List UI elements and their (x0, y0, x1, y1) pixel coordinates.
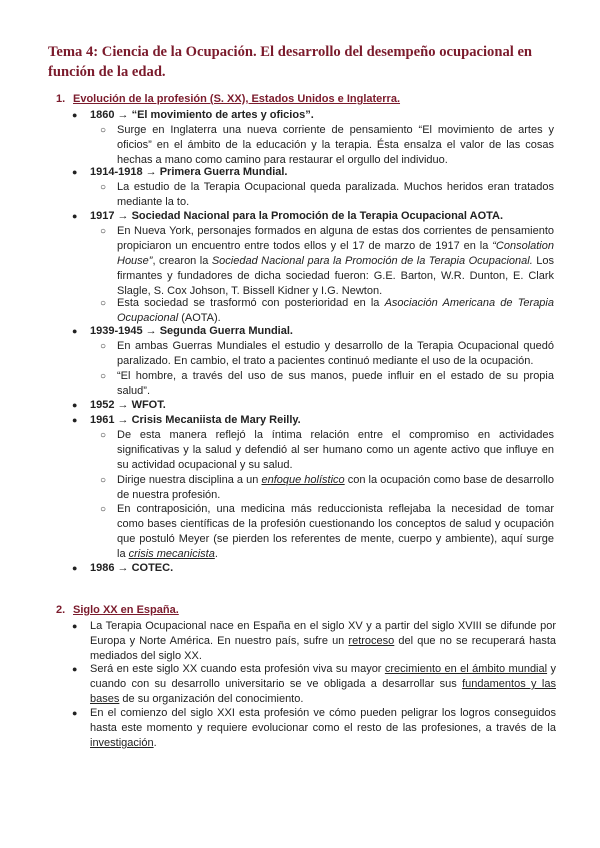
circle-bullet-icon: ○ (100, 182, 107, 193)
text-run: con la ocupación como base de desarrollo de nuestra profesión. (117, 474, 554, 501)
item-label: 1860 → “El movimiento de artes y oficios”. (90, 109, 314, 121)
text-run: . (214, 548, 218, 560)
circle-bullet-icon: ○ (100, 430, 107, 441)
text-run: Dirige nuestra disciplina a un (117, 474, 262, 486)
section-2-heading (56, 603, 179, 618)
sub-item-text: La estudio de la Terapia Ocupacional queda paralizada. Muchos heridos eran tratados mediante la to. (117, 181, 554, 208)
bullet-icon: ● (72, 400, 78, 410)
section-1-number: 1. (56, 93, 66, 105)
text-run: La Terapia Ocupacional nace en España en el siglo XV y a partir del siglo XVIII se difunde por Europa y Norte América. En nuestro país, sufre un (90, 620, 556, 647)
item-label: 1986 → COTEC. (90, 562, 174, 574)
sub-item (100, 123, 552, 168)
text-run: En el comienzo del siglo XXI esta profesión ve cómo pueden peligrar los logros conseguidos hasta este momento y requiere evolucionar como el resto de las profesiones, a través de la (90, 707, 556, 734)
list-item-1939 (72, 324, 552, 339)
circle-bullet-icon: ○ (100, 125, 107, 136)
text-run: Los firmantes y fundadores de dicha sociedad fueron: G.E. Barton, W.R. Dunton, E. Clark Slagle, S. Cox Johson, T. Bissell Kidner y I.G. Newton. (117, 255, 554, 297)
sub-item (100, 180, 552, 210)
circle-bullet-icon: ○ (100, 475, 107, 486)
list-item-1961 (72, 413, 552, 428)
paragraph-text (90, 706, 556, 751)
circle-bullet-icon: ○ (100, 504, 107, 515)
item-label: 1952 → WFOT. (90, 399, 166, 411)
page-title: Tema 4: Ciencia de la Ocupación. El desarrollo del desempeño ocupacional en función de la edad. (48, 44, 533, 80)
list-item-1952 (72, 398, 552, 413)
sub-item (100, 428, 552, 473)
bullet-icon: ● (72, 664, 78, 674)
sub-item-text: “El hombre, a través del uso de sus manos, puede influir en el estado de su propia salud”. (117, 370, 554, 397)
sub-item (100, 502, 552, 562)
text-run-italic: Sociedad Nacional para la Promoción de la Terapia Ocupacional. (211, 255, 533, 267)
item-label: 1939-1945 → Segunda Guerra Mundial. (90, 325, 293, 337)
underlined-term: investigación (90, 737, 154, 749)
section-1-heading (56, 92, 400, 107)
section-2-number: 2. (56, 604, 66, 616)
text-run: . (153, 737, 157, 749)
text-run: Será en este siglo XX cuando esta profesión viva su mayor (90, 663, 385, 675)
sub-item-text (117, 473, 554, 503)
sub-item-text (117, 224, 554, 299)
circle-bullet-icon: ○ (100, 226, 107, 237)
text-run: de su organización del conocimiento. (119, 693, 304, 705)
sub-item-text: En ambas Guerras Mundiales el estudio y desarrollo de la Terapia Ocupacional quedó paralizado. En cambio, el trato a pacientes continuó mediante el uso de la ocupación. (117, 340, 554, 367)
crisis-mecanicista-link: crisis mecanicista (128, 548, 215, 560)
underlined-term: retroceso (348, 635, 395, 647)
holistic-approach-link: enfoque holístico (261, 474, 345, 486)
text-run-italic: “Consolation House” (117, 240, 554, 267)
text-run: En contraposición, una medicina más reduccionista reflejaba la necesidad de tomar como bases científicas de la profesión cuestionando los conceptos de salud y ocupación que postuló Meyer (se pierden los referentes de mente, cuerpo y ambiente), aquí surge la (117, 503, 554, 560)
section-2-title: Siglo XX en España. (73, 604, 179, 616)
text-run: y cuando con su desarrollo universitario se ve obligada a desarrollar sus (90, 663, 556, 690)
list-item-1860 (72, 108, 552, 123)
text-run: Esta sociedad se trasformó con posterioridad en la (117, 297, 385, 309)
sub-item-text: Surge en Inglaterra una nueva corriente de pensamiento “El movimiento de artes y oficios” en el ámbito de la educación y la terapia. Ésta ensalza el valor de las cosas hechas a mano como camino para restaurar el orgullo del individuo. (117, 124, 554, 166)
paragraph-text (90, 619, 556, 664)
sub-item (100, 224, 552, 299)
sub-item-text (117, 502, 554, 562)
bullet-icon: ● (72, 621, 78, 631)
section-2-paragraph (72, 706, 556, 751)
bullet-icon: ● (72, 415, 78, 425)
item-label: 1961 → Crisis Mecaniista de Mary Reilly. (90, 414, 301, 426)
underlined-term: crecimiento en el ámbito mundial (384, 663, 548, 675)
list-item-1986 (72, 561, 552, 576)
sub-item (100, 339, 552, 369)
bullet-icon: ● (72, 167, 78, 177)
item-label: 1914-1918 → Primera Guerra Mundial. (90, 166, 288, 178)
section-2-paragraph (72, 619, 556, 664)
sub-item-text (117, 296, 554, 326)
bullet-icon: ● (72, 211, 78, 221)
paragraph-text (90, 662, 556, 707)
circle-bullet-icon: ○ (100, 341, 107, 352)
sub-item-text: De esta manera reflejó la íntima relación entre el compromiso en actividades significativas y la salud y defendió al ser humano como un agente activo que influye en su actividad ocupacional y su salud. (117, 429, 554, 471)
text-run: (AOTA). (178, 312, 221, 324)
bullet-icon: ● (72, 110, 78, 120)
circle-bullet-icon: ○ (100, 298, 107, 309)
circle-bullet-icon: ○ (100, 371, 107, 382)
sub-item (100, 473, 552, 503)
text-run: del que no se recuperará hasta mediados del siglo XX. (90, 635, 556, 662)
bullet-icon: ● (72, 708, 78, 718)
item-label: 1917 → Sociedad Nacional para la Promoción de la Terapia Ocupacional AOTA. (90, 210, 504, 222)
sub-item (100, 369, 552, 399)
text-run: En Nueva York, personajes formados en alguna de estas dos corrientes de pensamiento propiciaron un encuentro entre todos ellos y el 17 de marzo de 1917 en la (117, 225, 554, 252)
bullet-icon: ● (72, 563, 78, 573)
section-2-paragraph (72, 662, 556, 707)
list-item-1914 (72, 165, 552, 180)
text-run: , crearon la (152, 255, 212, 267)
underlined-term: fundamentos y las bases (90, 678, 556, 705)
text-run-italic: Asociación Americana de Terapia Ocupacional (117, 297, 554, 324)
bullet-icon: ● (72, 326, 78, 336)
section-1-title: Evolución de la profesión (S. XX), Estados Unidos e Inglaterra. (73, 93, 401, 105)
sub-item (100, 296, 552, 326)
list-item-1917 (72, 209, 552, 224)
